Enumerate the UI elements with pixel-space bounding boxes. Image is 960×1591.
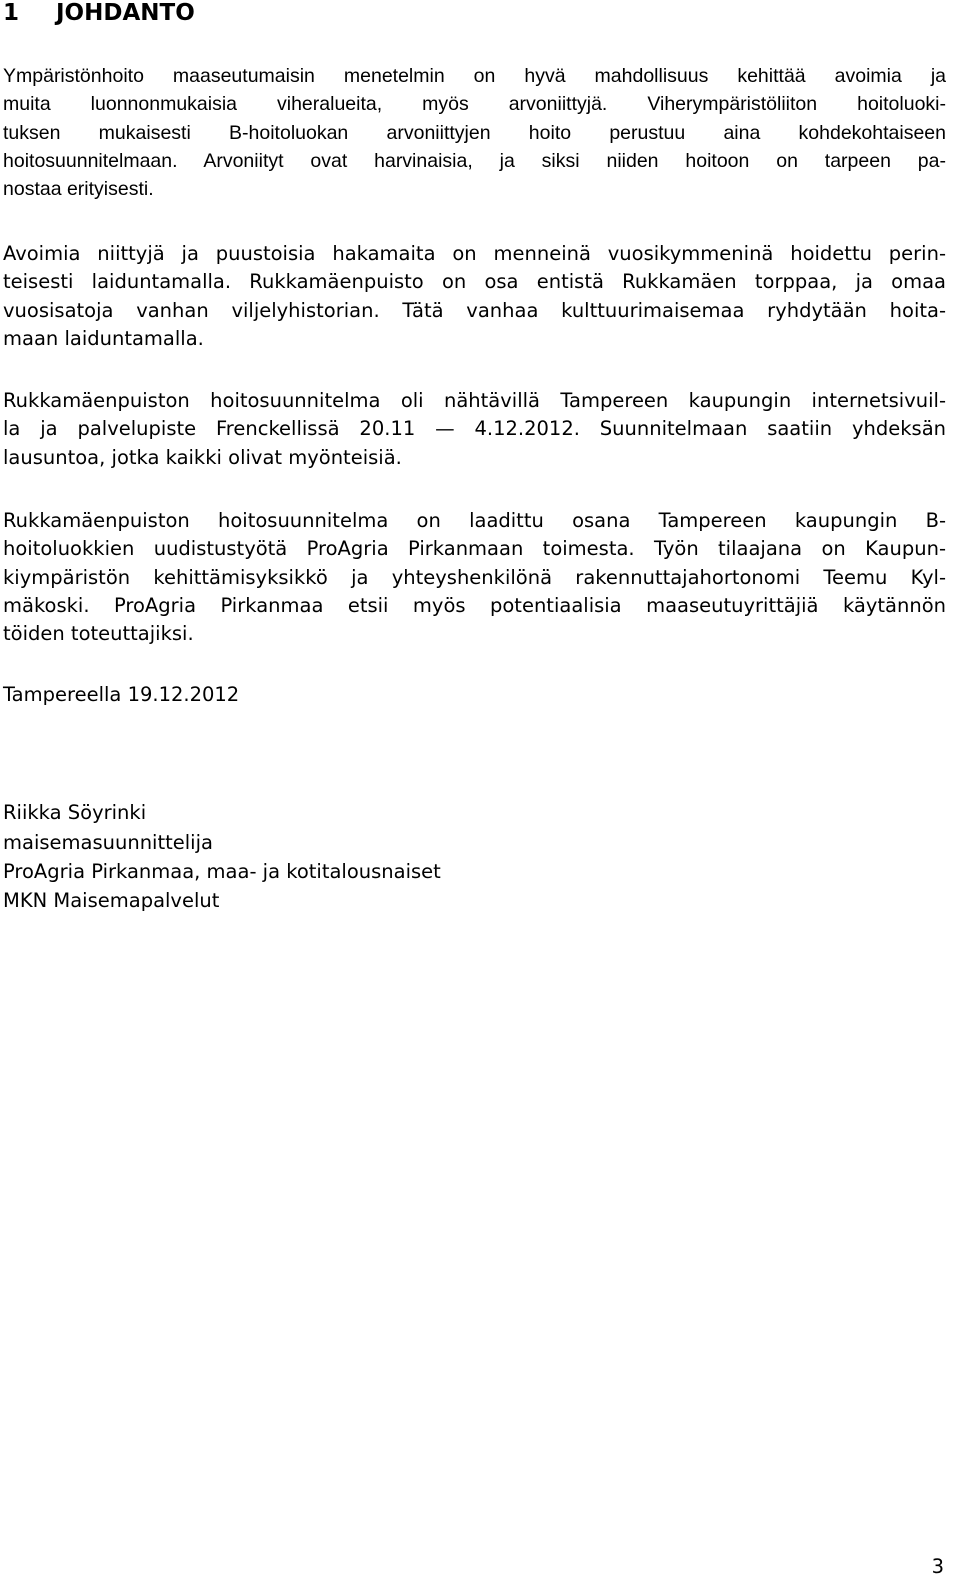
paragraph-line: vuosisatoja vanhan viljelyhistorian. Tätä vanhaa kulttuurimaisemaa ryhdytään hoita-: [3, 298, 946, 322]
paragraph-line: hoitoluokkien uudistustyötä ProAgria Pirkanmaan toimesta. Työn tilaajana on Kaupun-: [3, 537, 946, 561]
section-title: JOHDANTO: [56, 0, 195, 26]
section-number: 1: [3, 0, 20, 26]
paragraph-line: nostaa erityisesti.: [3, 178, 154, 201]
paragraph-line: kiympäristön kehittämisyksikkö ja yhteyshenkilönä rakennuttajahortonomi Teemu Kyl-: [3, 565, 946, 589]
paragraph-line: mäkoski. ProAgria Pirkanmaa etsii myös potentiaalisia maaseutuyrittäjiä käytännön: [3, 593, 946, 617]
paragraph-line: la ja palvelupiste Frenckellissä 20.11 — 4.12.2012. Suunnitelmaan saatiin yhdeksän: [3, 417, 946, 441]
paragraph-2: [3, 240, 946, 353]
signature-title: maisemasuunnittelija: [3, 831, 213, 854]
signature-name: Riikka Söyrinki: [3, 801, 147, 824]
page-number: 3: [931, 1555, 944, 1578]
place-date: Tampereella 19.12.2012: [3, 683, 240, 706]
section-heading: [3, 0, 195, 26]
paragraph-3: [3, 387, 946, 472]
paragraph-line: hoitosuunnitelmaan. Arvoniityt ovat harvinaisia, ja siksi niiden hoitoon on tarpeen pa-: [3, 149, 946, 172]
paragraph-4: [3, 507, 946, 648]
paragraph-line: tuksen mukaisesti B-hoitoluokan arvoniittyjen hoito perustuu aina kohdekohtaiseen: [3, 121, 946, 144]
paragraph-line: Rukkamäenpuiston hoitosuunnitelma on laadittu osana Tampereen kaupungin B-: [3, 509, 946, 532]
paragraph-line: maan laiduntamalla.: [3, 326, 204, 350]
paragraph-line: teisesti laiduntamalla. Rukkamäenpuisto on osa entistä Rukkamäen torppaa, ja omaa: [3, 270, 946, 294]
signature-organization: ProAgria Pirkanmaa, maa- ja kotitalousnaiset: [3, 860, 441, 883]
paragraph-line: lausuntoa, jotka kaikki olivat myönteisiä.: [3, 445, 402, 469]
paragraph-line: töiden toteuttajiksi.: [3, 622, 194, 646]
paragraph-line: Rukkamäenpuiston hoitosuunnitelma oli nähtävillä Tampereen kaupungin internetsivuil-: [3, 389, 946, 412]
paragraph-line: muita luonnonmukaisia viheralueita, myös arvoniittyjä. Viherympäristöliiton hoitoluoki-: [3, 93, 946, 116]
paragraph-line: Avoimia niittyjä ja puustoisia hakamaita on menneinä vuosikymmeninä hoidettu perin-: [3, 242, 946, 265]
paragraph-line: Ympäristönhoito maaseutumaisin menetelmin on hyvä mahdollisuus kehittää avoimia ja: [3, 65, 946, 87]
paragraph-1: [3, 62, 946, 203]
signature-company: MKN Maisemapalvelut: [3, 889, 220, 912]
